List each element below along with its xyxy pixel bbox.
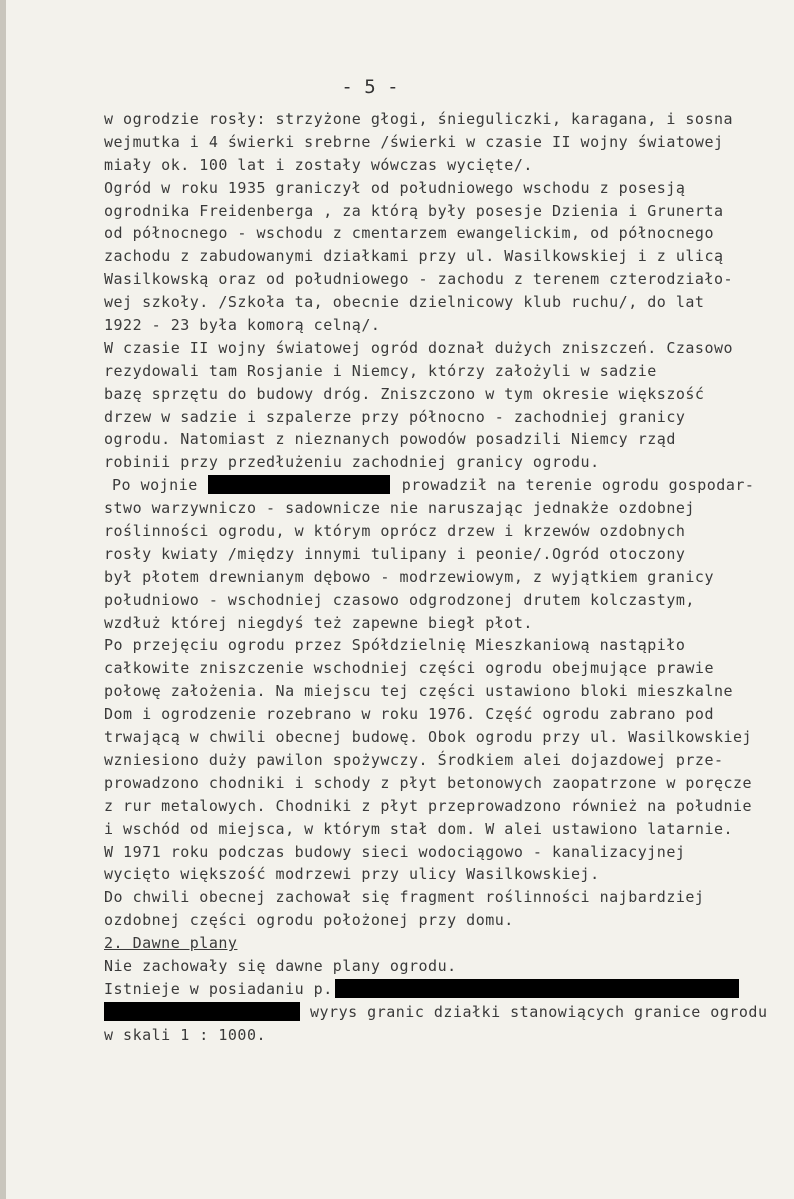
text-line: południowo - wschodniej czasowo odgrodzonej drutem kolczastym,	[104, 590, 695, 609]
text-line: w ogrodzie rosły: strzyżone głogi, śnieguliczki, karagana, i sosna	[104, 110, 734, 128]
text-fragment: Istnieje w posiadaniu p.	[104, 979, 333, 998]
text-line: Ogród w roku 1935 graniczył od południowego wschodu z posesją	[104, 178, 686, 197]
text-line: trwającą w chwili obecnej budowę. Obok ogrodu przy ul. Wasilkowskiej	[104, 728, 753, 747]
redaction-bar	[104, 1002, 300, 1021]
page-number: - 5 -	[341, 76, 399, 98]
text-line: wzniesiono duży pawilon spożywczy. Środkiem alei dojazdowej prze-	[104, 750, 724, 769]
text-line: stwo warzywniczo - sadownicze nie naruszając jednakże ozdobnej	[104, 499, 695, 518]
section-heading: 2. Dawne plany	[104, 934, 238, 953]
text-line: połowę założenia. Na miejscu tej części ustawiono bloki mieszkalne	[104, 682, 734, 701]
text-line: Nie zachowały się dawne plany ogrodu.	[104, 956, 457, 975]
text-line: W 1971 roku podczas budowy sieci wodociągowo - kanalizacyjnej	[104, 842, 686, 861]
text-line: W czasie II wojny światowej ogród doznał dużych zniszczeń. Czasowo	[104, 338, 734, 357]
text-line: wejmutka i 4 świerki srebrne /świerki w czasie II wojny światowej	[104, 132, 724, 151]
text-line: całkowite zniszczenie wschodniej części ogrodu obejmujące prawie	[104, 659, 714, 678]
text-line: rezydowali tam Rosjanie i Niemcy, którzy założyli w sadzie	[104, 361, 657, 380]
text-fragment: prowadził na terenie ogrodu gospodar-	[401, 476, 755, 495]
text-line: ogrodu. Natomiast z nieznanych powodów posadzili Niemcy rząd	[104, 430, 676, 449]
text-line: od północnego - wschodu z cmentarzem ewangelickim, od północnego	[104, 224, 714, 243]
text-line: i wschód od miejsca, w którym stał dom. W alei ustawiono latarnie.	[104, 819, 734, 838]
text-line: Po przejęciu ogrodu przez Spółdzielnię Mieszkaniową nastąpiło	[104, 636, 686, 655]
text-line: ogrodnika Freidenberga , za którą były posesje Dzienia i Grunerta	[104, 201, 724, 220]
text-fragment: wyrys granic działki stanowiących granice ogrodu	[310, 1002, 768, 1021]
redaction-bar	[208, 475, 390, 494]
text-line-redacted	[104, 474, 794, 497]
text-line: 1922 - 23 była komorą celną/.	[104, 316, 381, 335]
text-line: drzew w sadzie i szpalerze przy północno - zachodniej granicy	[104, 407, 686, 426]
text-line: prowadzono chodniki i schody z płyt betonowych zaopatrzone w poręcze	[104, 773, 753, 792]
page-edge	[0, 0, 6, 1199]
text-line-redacted	[104, 1001, 794, 1024]
text-line: był płotem drewnianym dębowo - modrzewiowym, z wyjątkiem granicy	[104, 567, 714, 586]
text-line: ozdobnej części ogrodu położonej przy domu.	[104, 911, 514, 930]
text-fragment: Po wojnie	[112, 476, 198, 495]
text-line: Do chwili obecnej zachował się fragment roślinności najbardziej	[104, 888, 705, 907]
text-line: rosły kwiaty /między innymi tulipany i peonie/.Ogród otoczony	[104, 544, 686, 563]
text-line: wycięto większość modrzewi przy ulicy Wasilkowskiej.	[104, 865, 600, 884]
text-line: z rur metalowych. Chodniki z płyt przeprowadzono również na południe	[104, 796, 753, 815]
text-line: Dom i ogrodzenie rozebrano w roku 1976. Część ogrodu zabrano pod	[104, 705, 714, 724]
document-body	[104, 108, 794, 1047]
redaction-bar	[335, 979, 739, 998]
text-line: bazę sprzętu do budowy dróg. Zniszczono w tym okresie większość	[104, 384, 705, 403]
text-line: Wasilkowską oraz od południowego - zachodu z terenem czterodziało-	[104, 270, 734, 289]
text-line: wzdłuż której niegdyś też zapewne biegł płot.	[104, 613, 533, 632]
text-line: wej szkoły. /Szkoła ta, obecnie dzielnicowy klub ruchu/, do lat	[104, 293, 705, 312]
text-line-redacted	[104, 978, 794, 1001]
text-line: miały ok. 100 lat i zostały wówczas wycięte/.	[104, 155, 533, 174]
text-line: roślinności ogrodu, w którym oprócz drzew i krzewów ozdobnych	[104, 522, 686, 541]
text-line: robinii przy przedłużeniu zachodniej granicy ogrodu.	[104, 453, 600, 472]
text-line: zachodu z zabudowanymi działkami przy ul. Wasilkowskiej i z ulicą	[104, 247, 724, 266]
text-line: w skali 1 : 1000.	[104, 1025, 267, 1044]
